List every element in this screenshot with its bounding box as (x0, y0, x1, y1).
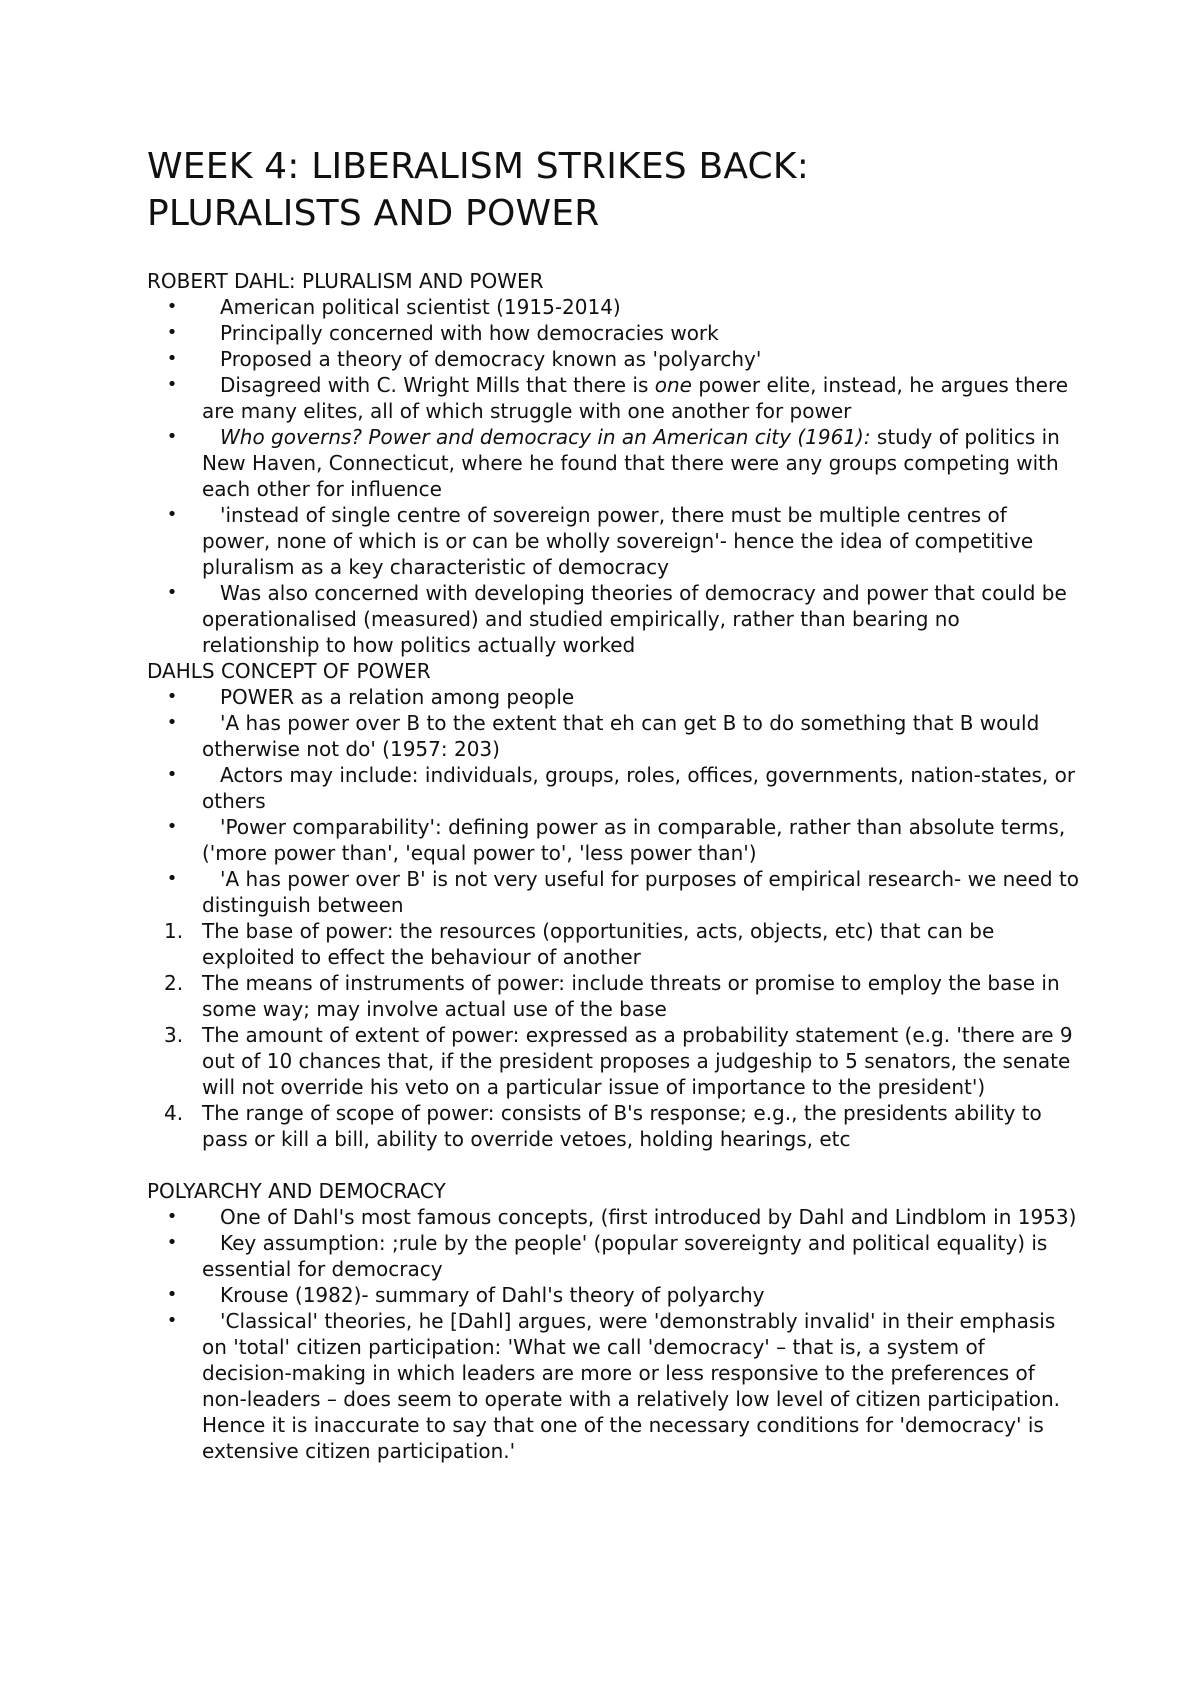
list-item-text (184, 372, 1080, 424)
list-item-text: Proposed a theory of democracy known as 'polyarchy' (220, 347, 762, 371)
list-item-text: 'Power comparability': defining power as in comparable, rather than absolute terms, ('more power than', 'equal power to', 'less power than') (202, 815, 1066, 865)
bullet-icon: • (166, 1206, 178, 1227)
list-item-text: POWER as a relation among people (220, 685, 575, 709)
numbered-item-text: The means of instruments of power: include threats or promise to employ the base in some way; may involve actual use of the base (202, 971, 1060, 1021)
list-item-text: 'A has power over B to the extent that eh can get B to do something that B would otherwise not do' (1957: 203) (202, 711, 1040, 761)
bullet-icon: • (166, 426, 178, 447)
bullet-icon: • (166, 1284, 178, 1305)
list-item (147, 1308, 1080, 1464)
list-item-text: 'instead of single centre of sovereign power, there must be multiple centres of power, none of which is or can be wholly sovereign'- hence the idea of competitive pluralism as a key characteristic of democracy (202, 503, 1034, 579)
bullet-icon: • (166, 1232, 178, 1253)
item-number: 4. (164, 1101, 184, 1125)
bullet-icon: • (166, 322, 178, 343)
book-title: Who governs? Power and democracy in an American city (1961): (220, 425, 871, 449)
list-item-text: Krouse (1982)- summary of Dahl's theory of polyarchy (220, 1283, 765, 1307)
text-run: Disagreed with C. Wright Mills that there is (220, 373, 655, 397)
list-item-text (184, 424, 1080, 502)
list-item (147, 814, 1080, 866)
list-item-text: American political scientist (1915-2014) (220, 295, 621, 319)
list-item (147, 320, 1080, 346)
list-item-text: Principally concerned with how democracies work (220, 321, 719, 345)
page-title (147, 143, 1080, 237)
list-item-text: Actors may include: individuals, groups, roles, offices, governments, nation-states, or others (202, 763, 1076, 813)
list-item (147, 762, 1080, 814)
bullet-icon: • (166, 1310, 178, 1331)
bullet-icon: • (166, 374, 178, 395)
numbered-item-text: The amount of extent of power: expressed as a probability statement (e.g. 'there are 9 out of 10 chances that, if the president proposes a judgeship to 5 senators, the senate will not override his veto on a particular issue of importance to the president') (202, 1023, 1073, 1099)
list-item-text: 'Classical' theories, he [Dahl] argues, were 'demonstrably invalid' in their emphasis on 'total' citizen participation: 'What we call 'democracy' – that is, a system of decision-making in which leaders are more or less responsive to the preferences of non-leaders – does seem to operate with a relatively low level of citizen participation. Hence it is inaccurate to say that one of the necessary conditions for 'democracy' is extensive citizen participation.' (202, 1309, 1060, 1463)
bullet-icon: • (166, 582, 178, 603)
bullet-icon: • (166, 764, 178, 785)
numbered-item-text: The base of power: the resources (opportunities, acts, objects, etc) that can be exploited to effect the behaviour of another (202, 919, 995, 969)
numbered-list-power (147, 918, 1080, 1152)
bullet-icon: • (166, 686, 178, 707)
bullet-icon: • (166, 868, 178, 889)
list-item (147, 1204, 1080, 1230)
item-number: 1. (164, 919, 184, 943)
list-item-text: 'A has power over B' is not very useful for purposes of empirical research- we need to distinguish between (202, 867, 1080, 917)
list-item (147, 866, 1080, 918)
item-number: 3. (164, 1023, 184, 1047)
item-number: 2. (164, 971, 184, 995)
section-heading-polyarchy: POLYARCHY AND DEMOCRACY (147, 1179, 446, 1203)
title-line-1: WEEK 4: LIBERALISM STRIKES BACK: (147, 146, 810, 187)
list-item (147, 294, 1080, 320)
list-item (147, 710, 1080, 762)
list-item (147, 372, 1080, 424)
text-run: study of politics in New Haven, Connecticut, where he found that there were any groups competing with each other for influence (202, 425, 1060, 501)
bullet-icon: • (166, 348, 178, 369)
numbered-item-text: The range of scope of power: consists of B's response; e.g., the presidents ability to pass or kill a bill, ability to override vetoes, holding hearings, etc (202, 1101, 1042, 1151)
section-heading-dahl: ROBERT DAHL: PLURALISM AND POWER (147, 269, 544, 293)
bullet-icon: • (166, 296, 178, 317)
list-item (147, 684, 1080, 710)
bullet-icon: • (166, 504, 178, 525)
list-item-text: Was also concerned with developing theories of democracy and power that could be operationalised (measured) and studied empirically, rather than bearing no relationship to how politics actually worked (202, 581, 1067, 657)
numbered-item (147, 918, 1080, 970)
numbered-item (147, 1100, 1080, 1152)
text-run: power elite, instead, he argues there are many elites, all of which struggle with one another for power (202, 373, 1069, 423)
list-item (147, 1282, 1080, 1308)
bullet-list-power (147, 684, 1080, 918)
title-line-2: PLURALISTS AND POWER (147, 193, 600, 234)
list-item (147, 346, 1080, 372)
bullet-icon: • (166, 712, 178, 733)
emphasis-text: one (654, 373, 692, 397)
list-item (147, 580, 1080, 658)
list-item-text: One of Dahl's most famous concepts, (first introduced by Dahl and Lindblom in 1953) (220, 1205, 1077, 1229)
bullet-list-polyarchy (147, 1204, 1080, 1464)
list-item (147, 502, 1080, 580)
list-item (147, 424, 1080, 502)
list-item (147, 1230, 1080, 1282)
bullet-icon: • (166, 816, 178, 837)
numbered-item (147, 970, 1080, 1022)
list-item-text: Key assumption: ;rule by the people' (popular sovereignty and political equality) is essential for democracy (202, 1231, 1048, 1281)
section-heading-power: DAHLS CONCEPT OF POWER (147, 659, 431, 683)
numbered-item (147, 1022, 1080, 1100)
bullet-list-dahl (147, 294, 1080, 658)
